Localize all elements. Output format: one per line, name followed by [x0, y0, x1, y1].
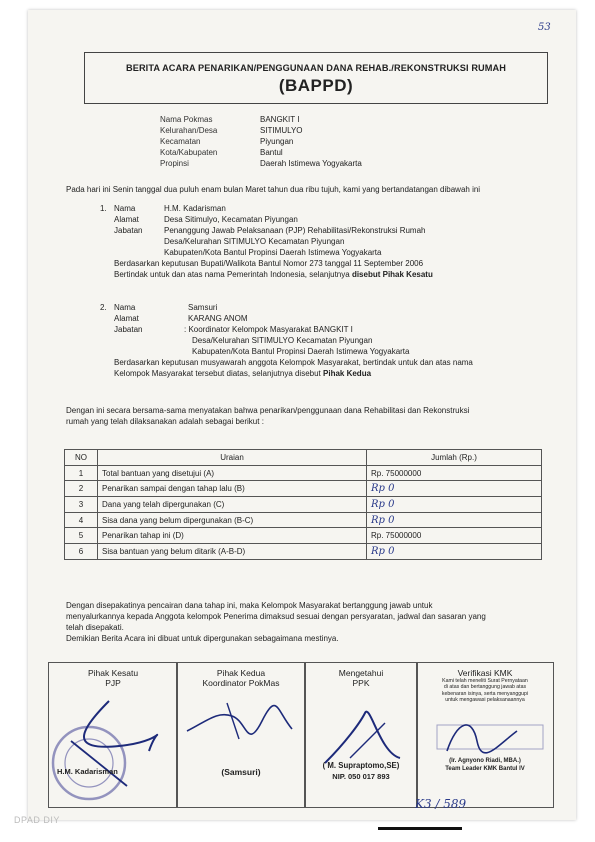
row-amount: Rp. 75000000	[367, 528, 542, 544]
verification-note-line: di atas dan bertanggung jawab atas	[443, 684, 527, 691]
verification-note-line: untuk mengawasi pelaksanaannya	[445, 697, 525, 704]
document-acronym: (BAPPD)	[278, 76, 354, 95]
row-amount: Rp 0	[367, 544, 542, 560]
signature-block-pokmas	[176, 662, 306, 808]
signature-title: Pihak Kesatu	[87, 668, 139, 678]
intro-text: Pada hari ini Senin tanggal dua puluh enam bulan Maret tahun dua ribu tujuh, kami yang bertandatangan dibawah ini	[66, 185, 481, 194]
address-label: Alamat	[114, 314, 139, 323]
row-amount: Rp 0	[367, 512, 542, 528]
table-row	[65, 544, 542, 560]
table-header-amount: Jumlah (Rp.)	[367, 450, 542, 466]
signatory-name: (Ir. Agnyono Riadi, MBA.)	[449, 758, 521, 764]
watermark: DPAD DIY	[14, 815, 60, 825]
closing-line: menyalurkannya kepada Anggota kelompok Penerima dimaksud sesuai dengan persyaratan, jadwal dan sasaran yang	[66, 612, 486, 621]
party-two-address: KARANG ANOM	[188, 314, 248, 323]
handwritten-reference: K3 / 589	[415, 797, 467, 811]
table-row	[65, 497, 542, 513]
verification-note-line: Kami telah meneliti Surat Pernyataan	[442, 678, 528, 684]
row-number: 1	[65, 465, 98, 481]
info-value: BANGKIT I	[260, 115, 300, 124]
row-description: Dana yang telah dipergunakan (C)	[98, 497, 367, 513]
address-label: Alamat	[114, 215, 139, 224]
signature-title: Verifikasi KMK	[457, 668, 513, 678]
signature-subtitle: Koordinator PokMas	[202, 678, 280, 688]
info-value: SITIMULYO	[260, 126, 303, 135]
signature-block-kmk	[416, 662, 554, 808]
row-number: 4	[65, 512, 98, 528]
closing-line: Demikian Berita Acara ini dibuat untuk dipergunakan sebagaimana mestinya.	[66, 634, 339, 643]
signature-subtitle: PPK	[352, 678, 370, 688]
verification-note-line: kebenaran isinya, serta menyanggupi	[441, 690, 529, 697]
info-label: Nama Pokmas	[160, 115, 213, 124]
funds-table	[64, 449, 542, 560]
party-number: 1.	[100, 204, 107, 213]
party-two-position: : Koordinator Kelompok Masyarakat BANGKIT I	[184, 325, 353, 334]
party-two-name: Samsuri	[188, 303, 218, 312]
table-row	[65, 465, 542, 481]
party-one-position-line: Desa/Kelurahan SITIMULYO Kecamatan Piyungan	[164, 237, 345, 246]
row-number: 5	[65, 528, 98, 544]
statement-line: rumah yang telah dilaksanakan adalah sebagai berikut :	[66, 417, 264, 426]
signature-title: Mengetahui	[338, 668, 384, 678]
row-description: Penarikan tahap ini (D)	[98, 528, 367, 544]
row-number: 6	[65, 544, 98, 560]
signatory-name: ( M. Supraptomo,SE)	[322, 761, 400, 770]
name-label: Nama	[114, 303, 136, 312]
name-label: Nama	[114, 204, 136, 213]
edge-mark	[378, 827, 462, 830]
signature-scribble	[177, 691, 303, 761]
info-value: Daerah Istimewa Yogyakarta	[260, 159, 362, 168]
party-two-basis-line: Kelompok Masyarakat tersebut diatas, selanjutnya disebut	[114, 369, 324, 378]
party-one-name: H.M. Kadarisman	[164, 204, 226, 213]
party-one-position-line: Kabupaten/Kota Bantul Propinsi Daerah Istimewa Yogyakarta	[164, 248, 382, 257]
official-stamp	[49, 691, 175, 805]
position-label: Jabatan	[114, 325, 143, 334]
statement-text	[66, 405, 469, 427]
table-row	[65, 481, 542, 497]
row-number: 2	[65, 481, 98, 497]
row-description: Penarikan sampai dengan tahap lalu (B)	[98, 481, 367, 497]
signature-subtitle: PJP	[105, 678, 121, 688]
row-description: Sisa dana yang belum dipergunakan (B-C)	[98, 512, 367, 528]
party-two-position-line: Kabupaten/Kota Bantul Propinsi Daerah Istimewa Yogyakarta	[192, 347, 410, 356]
party-two-basis: Berdasarkan keputusan musyawarah anggota Kelompok Masyarakat, bertindak untuk dan atas nama	[114, 358, 473, 367]
row-amount: Rp 0	[367, 481, 542, 497]
party-one-designation: disebut Pihak Kesatu	[351, 270, 433, 279]
signature-title: Pihak Kedua	[216, 668, 266, 678]
statement-line: Dengan ini secara bersama-sama menyatakan bahwa penarikan/penggunaan dana Rehabilitasi dan Rekonstruksi	[66, 406, 470, 415]
signatory-role: Team Leader KMK Bantul IV	[445, 766, 525, 772]
info-label: Kota/Kabupaten	[160, 148, 218, 157]
table-header-description: Uraian	[98, 450, 367, 466]
table-header-no: NO	[65, 450, 98, 466]
table-row	[65, 528, 542, 544]
signature-block-ppk	[304, 662, 418, 808]
party-one-position: Penanggung Jawab Pelaksanaan (PJP) Rehabilitasi/Rekonstruksi Rumah	[164, 226, 426, 235]
page-number: 53	[538, 22, 551, 33]
title-box	[84, 52, 548, 104]
row-amount: Rp. 75000000	[367, 465, 542, 481]
signatory-nip: NIP. 050 017 893	[332, 772, 390, 781]
party-two-designation: Pihak Kedua	[323, 369, 372, 378]
info-label: Kecamatan	[160, 137, 201, 146]
party-number: 2.	[100, 303, 107, 312]
signatory-name: (Samsuri)	[221, 767, 261, 777]
pokmas-info	[160, 114, 362, 169]
signatory-name: H.M. Kadarisman	[57, 767, 118, 776]
row-number: 3	[65, 497, 98, 513]
closing-text	[66, 600, 556, 644]
position-label: Jabatan	[114, 226, 143, 235]
table-row	[65, 512, 542, 528]
closing-line: Dengan disepakatinya pencairan dana tahap ini, maka Kelompok Masyarakat bertanggung jawab untuk	[66, 601, 433, 610]
signature-block-pjp	[48, 662, 178, 808]
party-one-basis: Berdasarkan keputusan Bupati/Walikota Bantul Nomor 273 tanggal 11 September 2006	[114, 259, 424, 268]
party-two-position-line: Desa/Kelurahan SITIMULYO Kecamatan Piyungan	[192, 336, 373, 345]
info-value: Bantul	[260, 148, 283, 157]
party-two	[100, 302, 552, 379]
signature-scribble	[417, 711, 551, 761]
info-label: Kelurahan/Desa	[160, 126, 218, 135]
info-label: Propinsi	[160, 159, 189, 168]
info-value: Piyungan	[260, 137, 294, 146]
party-one-address: Desa Sitimulyo, Kecamatan Piyungan	[164, 215, 298, 224]
row-amount: Rp 0	[367, 497, 542, 513]
row-description: Total bantuan yang disetujui (A)	[98, 465, 367, 481]
closing-line: telah disepakati.	[66, 623, 124, 632]
document-title: BERITA ACARA PENARIKAN/PENGGUNAAN DANA REHAB./REKONSTRUKSI RUMAH	[125, 63, 507, 73]
party-one-acting: Bertindak untuk dan atas nama Pemerintah Indonesia, selanjutnya disebut Pihak Kesatu	[114, 270, 433, 279]
row-description: Sisa bantuan yang belum ditarik (A-B-D)	[98, 544, 367, 560]
party-one	[100, 203, 550, 280]
